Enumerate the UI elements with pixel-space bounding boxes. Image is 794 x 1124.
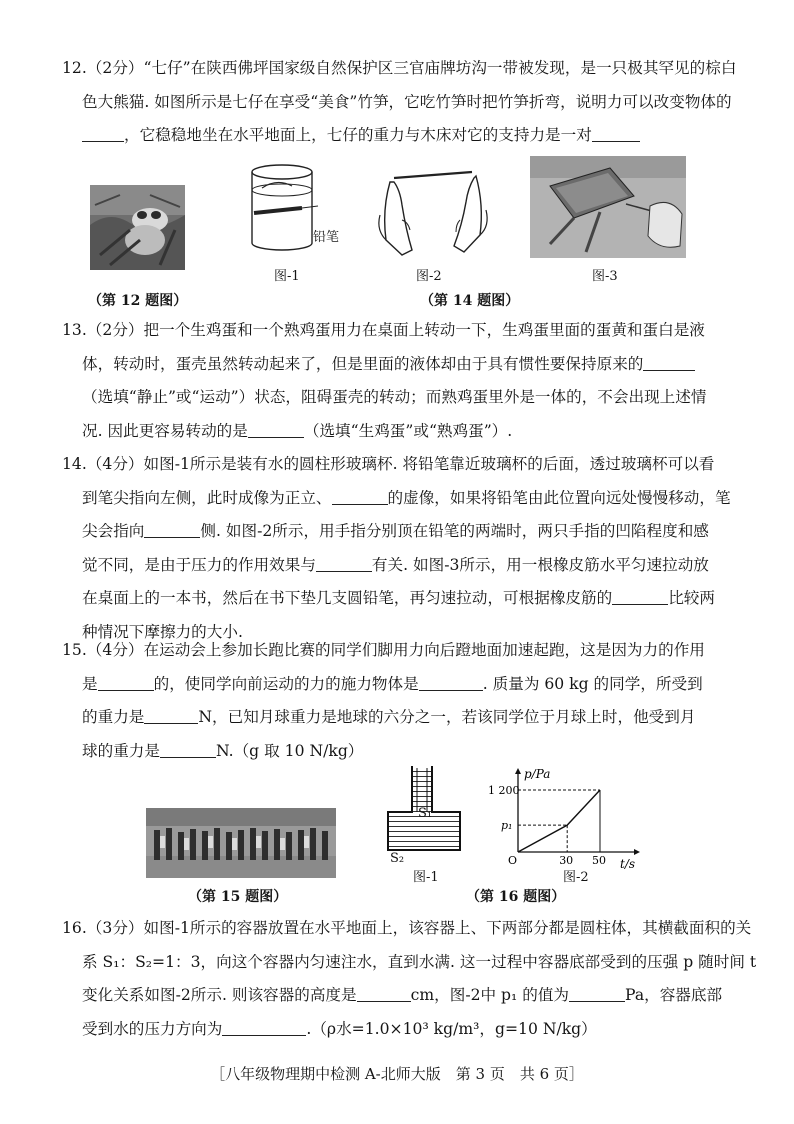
q16-line3-text: 变化关系如图-2所示. 则该容器的高度是: [82, 986, 357, 1005]
fig1-label-row2: 图-1: [413, 870, 439, 885]
question-13: [62, 314, 732, 448]
q14-line5-tail: 比较两: [668, 589, 715, 608]
q16-line2: 系 S₁：S₂=1：3，向这个容器内匀速注水，直到水满. 这一过程中容器底部受到的压强 p 随时间 t: [82, 952, 757, 971]
q12-line1: 12.（2分）“七仔”在陕西佛坪国家级自然保护区三官庙牌坊沟一带被发现，是一只极其罕见的棕白: [62, 59, 737, 77]
chart-x-tick-label: 30: [559, 854, 574, 867]
answer-blank: [643, 353, 695, 371]
pencil-label: 铅笔: [313, 230, 340, 245]
answer-blank: [98, 673, 154, 691]
q13-line4-text: 况. 因此更容易转动的是: [82, 421, 248, 440]
q14-line2-tail: 的虚像，如果将铅笔由此位置向远处慢慢移动，笔: [387, 488, 731, 507]
q16-line4-tail: .（ρ水=1.0×10³ kg/m³，g=10 N/kg）: [306, 1019, 597, 1038]
question-12: [62, 52, 737, 153]
chart-y-arrow: [515, 768, 521, 774]
q14-line4-tail: 有关. 如图-3所示，用一根橡皮筋水平匀速拉动放: [371, 555, 709, 574]
fig2-label-row1: 图-2: [416, 269, 442, 284]
answer-blank: [357, 984, 411, 1002]
hands-pencil-figure: [372, 160, 496, 260]
q13-line1: 13.（2分）把一个生鸡蛋和一个熟鸡蛋用力在桌面上转动一下，生鸡蛋里面的蛋黄和蛋白是液: [62, 321, 705, 339]
q13-line4: [62, 415, 732, 449]
fig1-label-row1: 图-1: [274, 269, 300, 284]
q14-line5: [62, 582, 732, 616]
q14-line3-text: 尖会指向: [82, 522, 145, 541]
q15-figure-caption: （第 15 题图）: [188, 889, 288, 905]
chart-x-tick-label: 50: [592, 854, 606, 867]
q12-line2: 色大熊猫. 如图所示是七仔在享受“美食”竹笋，它吃竹笋时把竹笋折弯，说明力可以改变物体的: [82, 92, 732, 111]
question-16: [62, 912, 757, 1046]
q14-line4-text: 觉不同，是由于压力的作用效果与: [82, 555, 316, 574]
question-14: [62, 448, 732, 650]
q14-line3-tail: 侧. 如图-2所示，用手指分别顶在铅笔的两端时，两只手指的凹陷程度和感: [200, 522, 709, 541]
answer-blank: [569, 984, 625, 1002]
page-footer: ［八年级物理期中检测 A-北师大版 第 3 页 共 6 页］: [210, 1065, 584, 1083]
s2-label: S₂: [390, 851, 405, 866]
q16-line4-text: 受到水的压力方向为: [82, 1019, 223, 1038]
fig3-label-row1: 图-3: [592, 269, 618, 284]
q15-line1: 15.（4分）在运动会上参加长跑比赛的同学们脚用力向后蹬地面加速起跑，这是因为力的作用: [62, 641, 705, 659]
q13-line2-text: 体，转动时，蛋壳虽然转动起来了，但是里面的液体却由于具有惯性要保持原来的: [82, 354, 644, 373]
pressure-time-chart: [488, 764, 648, 874]
answer-blank: [332, 487, 388, 505]
q13-line4-tail: （选填“生鸡蛋”或“熟鸡蛋”）.: [303, 421, 513, 440]
answer-blank: [592, 124, 640, 142]
chart-y-axis-label: p/Pa: [524, 767, 551, 781]
q15-line2-text: 是: [82, 674, 98, 693]
q15-line2-tail: . 质量为 60 kg 的同学，所受到: [482, 674, 703, 693]
answer-blank: [144, 706, 198, 724]
answer-blank: [222, 1018, 306, 1036]
answer-blank: [316, 554, 372, 572]
q14-line2: [62, 482, 732, 516]
q16-figure-caption: （第 16 题图）: [466, 889, 566, 905]
fig2-label-row2: 图-2: [563, 870, 589, 885]
q13-line3: （选填“静止”或“运动”）状态，阻碍蛋壳的转动；而熟鸡蛋里外是一体的，不会出现上述情: [82, 388, 707, 407]
q16-line4: [62, 1013, 732, 1047]
q15-line2-mid: 的，使同学向前运动的力的施力物体是: [153, 674, 419, 693]
answer-blank: [419, 673, 483, 691]
answer-blank: [248, 420, 304, 438]
q13-line2: [62, 348, 732, 382]
q14-line4: [62, 549, 732, 583]
chart-origin-label: O: [508, 854, 518, 867]
q16-line1: 16.（3分）如图-1所示的容器放置在水平地面上，该容器上、下两部分都是圆柱体，其横截面积的关: [62, 919, 752, 937]
chart-x-axis-label: t/s: [620, 857, 636, 871]
q12-figure-caption: （第 12 题图）: [88, 293, 188, 309]
q16-line3: [62, 979, 732, 1013]
q16-line3-tail: Pa，容器底部: [625, 986, 723, 1005]
q14-line3: [62, 515, 732, 549]
q14-line5-text: 在桌面上的一本书，然后在书下垫几支圆铅笔，再匀速拉动，可根据橡皮筋的: [82, 589, 613, 608]
answer-blank: [82, 124, 124, 142]
chart-y-tick-label: 1 200: [488, 784, 520, 797]
q12-line3-text: ，它稳稳地坐在水平地面上，七仔的重力与木床对它的支持力是一对: [124, 126, 592, 145]
q16-line3-mid: cm，图-2中 p₁ 的值为: [410, 986, 570, 1005]
running-race-photo: [146, 808, 336, 878]
q15-line3-tail: N，已知月球重力是地球的六分之一，若该同学位于月球上时，他受到月: [198, 708, 696, 727]
q14-figure-caption: （第 14 题图）: [420, 293, 520, 309]
answer-blank: [160, 740, 216, 758]
book-rubber-band-photo: [530, 156, 686, 258]
q15-line3-text: 的重力是: [82, 708, 145, 727]
chart-x-arrow: [634, 849, 640, 855]
q12-line3: [62, 119, 732, 153]
answer-blank: [144, 520, 200, 538]
q14-line1: 14.（4分）如图-1所示是装有水的圆柱形玻璃杯. 将铅笔靠近玻璃杯的后面，透过玻璃杯可以看: [62, 455, 715, 473]
chart-y-tick-label: p₁: [501, 819, 513, 833]
q15-line4-text: 球的重力是: [82, 741, 160, 760]
chart-series-line: [518, 790, 600, 852]
answer-blank: [612, 587, 668, 605]
question-15: [62, 634, 732, 768]
q14-line6: 种情况下摩擦力的大小.: [82, 622, 243, 641]
q14-line2-text: 到笔尖指向左侧，此时成像为正立、: [82, 488, 332, 507]
q15-line4-tail: N.（g 取 10 N/kg）: [215, 741, 364, 760]
q15-line3: [62, 701, 732, 735]
panda-photo: [90, 185, 185, 270]
s1-label: S₁: [418, 806, 433, 821]
q15-line2: [62, 668, 732, 702]
